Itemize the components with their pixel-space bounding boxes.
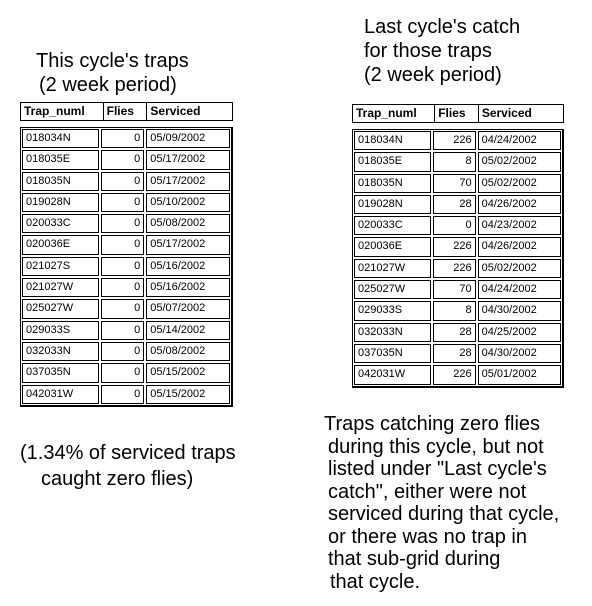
flies-cell: 0 bbox=[101, 385, 144, 404]
trap-number-cell: 019028N bbox=[354, 195, 431, 214]
flies-cell: 0 bbox=[101, 342, 144, 361]
last-cycle-table-header bbox=[352, 104, 564, 123]
serviced-date-cell: 04/23/2002 bbox=[478, 216, 561, 235]
flies-cell: 0 bbox=[101, 214, 144, 233]
this-cycle-table-body bbox=[20, 127, 233, 407]
note-line-5: serviced during that cycle, bbox=[328, 503, 560, 525]
serviced-date-cell: 04/30/2002 bbox=[478, 344, 561, 363]
table-row[interactable] bbox=[21, 234, 231, 255]
last-cycle-heading-line-1: Last cycle's catch bbox=[364, 16, 521, 38]
table-row[interactable] bbox=[21, 362, 231, 383]
column-header-trap-number[interactable]: Trap_numl bbox=[356, 106, 417, 120]
table-row[interactable] bbox=[353, 236, 562, 257]
trap-number-cell: 029033S bbox=[22, 321, 99, 340]
flies-cell: 226 bbox=[433, 259, 476, 278]
serviced-date-cell: 05/14/2002 bbox=[146, 321, 230, 340]
table-row[interactable] bbox=[353, 300, 562, 321]
note-line-2: during this cycle, but not bbox=[328, 435, 544, 458]
serviced-date-cell: 05/17/2002 bbox=[146, 235, 230, 254]
flies-cell: 0 bbox=[101, 150, 144, 169]
trap-number-cell: 020036E bbox=[22, 235, 99, 254]
table-row[interactable] bbox=[21, 256, 231, 277]
last-cycle-table bbox=[352, 104, 564, 388]
note-line-4: catch", either were not bbox=[328, 480, 527, 503]
trap-number-cell: 018035N bbox=[22, 172, 99, 191]
serviced-date-cell: 05/07/2002 bbox=[146, 299, 230, 318]
table-row[interactable] bbox=[353, 151, 562, 172]
table-row[interactable] bbox=[353, 173, 562, 194]
flies-cell: 0 bbox=[433, 216, 476, 235]
flies-cell: 0 bbox=[101, 321, 144, 340]
flies-cell: 28 bbox=[433, 195, 476, 214]
serviced-date-cell: 04/24/2002 bbox=[478, 280, 561, 299]
trap-number-cell: 018035E bbox=[22, 150, 99, 169]
column-header-serviced[interactable]: Serviced bbox=[146, 103, 232, 120]
table-row[interactable] bbox=[21, 192, 231, 213]
zero-flies-percentage-note bbox=[20, 440, 236, 492]
trap-number-cell: 020036E bbox=[354, 237, 431, 256]
missing-traps-note bbox=[324, 413, 559, 593]
table-row[interactable] bbox=[353, 215, 562, 236]
flies-cell: 8 bbox=[433, 152, 476, 171]
this-cycle-table bbox=[20, 102, 233, 407]
serviced-date-cell: 05/02/2002 bbox=[478, 152, 561, 171]
flies-cell: 226 bbox=[433, 131, 476, 150]
trap-number-cell: 019028N bbox=[22, 193, 99, 212]
serviced-date-cell: 04/24/2002 bbox=[478, 131, 561, 150]
trap-number-cell: 042031W bbox=[354, 365, 431, 384]
note-line-7: that sub-grid during bbox=[328, 548, 501, 570]
table-row[interactable] bbox=[21, 149, 231, 170]
note-line-8: that cycle. bbox=[330, 570, 421, 593]
table-row[interactable] bbox=[21, 320, 231, 341]
flies-cell: 0 bbox=[101, 193, 144, 212]
flies-cell: 0 bbox=[101, 278, 144, 297]
trap-number-cell: 037035N bbox=[354, 344, 431, 363]
table-row[interactable] bbox=[21, 128, 231, 149]
serviced-date-cell: 04/30/2002 bbox=[478, 301, 561, 320]
serviced-date-cell: 05/17/2002 bbox=[146, 172, 230, 191]
serviced-date-cell: 05/09/2002 bbox=[146, 129, 230, 148]
table-row[interactable] bbox=[353, 343, 562, 364]
this-cycle-table-header bbox=[20, 102, 233, 121]
flies-cell: 0 bbox=[101, 363, 144, 382]
serviced-date-cell: 04/26/2002 bbox=[478, 237, 561, 256]
last-cycle-table-body bbox=[352, 129, 564, 388]
serviced-date-cell: 05/01/2002 bbox=[478, 365, 561, 384]
trap-number-cell: 018034N bbox=[22, 129, 99, 148]
serviced-date-cell: 05/08/2002 bbox=[146, 214, 230, 233]
trap-number-cell: 032033N bbox=[22, 342, 99, 361]
flies-cell: 70 bbox=[433, 174, 476, 193]
trap-number-cell: 020033C bbox=[22, 214, 99, 233]
table-row[interactable] bbox=[21, 341, 231, 362]
serviced-date-cell: 05/15/2002 bbox=[146, 385, 230, 404]
flies-cell: 0 bbox=[101, 235, 144, 254]
trap-number-cell: 018034N bbox=[354, 131, 431, 150]
serviced-date-cell: 05/16/2002 bbox=[146, 257, 230, 276]
this-cycle-heading bbox=[36, 49, 189, 97]
column-header-flies[interactable]: Flies bbox=[103, 103, 147, 120]
serviced-date-cell: 05/10/2002 bbox=[146, 193, 230, 212]
flies-cell: 0 bbox=[101, 257, 144, 276]
flies-cell: 226 bbox=[433, 237, 476, 256]
note-line-3: listed under "Last cycle's bbox=[328, 458, 547, 480]
flies-cell: 0 bbox=[101, 172, 144, 191]
trap-number-cell: 018035E bbox=[354, 152, 431, 171]
flies-cell: 28 bbox=[433, 323, 476, 342]
table-row[interactable] bbox=[21, 213, 231, 234]
trap-number-cell: 037035N bbox=[22, 363, 99, 382]
table-row[interactable] bbox=[21, 277, 231, 298]
serviced-date-cell: 05/17/2002 bbox=[146, 150, 230, 169]
last-cycle-heading-line-3: (2 week period) bbox=[364, 64, 502, 86]
last-cycle-heading bbox=[364, 15, 520, 87]
this-cycle-heading-line-1: This cycle's traps bbox=[36, 50, 189, 72]
flies-cell: 70 bbox=[433, 280, 476, 299]
trap-number-cell: 032033N bbox=[354, 323, 431, 342]
serviced-date-cell: 05/02/2002 bbox=[478, 174, 561, 193]
table-row[interactable] bbox=[21, 298, 231, 319]
trap-number-cell: 025027W bbox=[22, 299, 99, 318]
table-row[interactable] bbox=[21, 384, 231, 405]
table-row[interactable] bbox=[353, 279, 562, 300]
note-line-1: Traps catching zero flies bbox=[324, 413, 541, 435]
flies-cell: 28 bbox=[433, 344, 476, 363]
column-header-flies[interactable]: Flies bbox=[434, 105, 478, 122]
flies-cell: 8 bbox=[433, 301, 476, 320]
serviced-date-cell: 04/26/2002 bbox=[478, 195, 561, 214]
table-row[interactable] bbox=[21, 171, 231, 192]
serviced-date-cell: 05/02/2002 bbox=[478, 259, 561, 278]
flies-cell: 0 bbox=[101, 129, 144, 148]
trap-number-cell: 021027S bbox=[22, 257, 99, 276]
table-row[interactable] bbox=[353, 194, 562, 215]
note-line-6: or there was no trap in bbox=[328, 525, 527, 548]
last-cycle-heading-line-2: for those traps bbox=[364, 40, 492, 62]
this-cycle-heading-line-2: (2 week period) bbox=[39, 74, 177, 96]
trap-number-cell: 029033S bbox=[354, 301, 431, 320]
table-row[interactable] bbox=[353, 130, 562, 151]
trap-number-cell: 020033C bbox=[354, 216, 431, 235]
column-header-serviced[interactable]: Serviced bbox=[478, 105, 563, 122]
note-line-2: caught zero flies) bbox=[41, 468, 194, 490]
table-row[interactable] bbox=[353, 322, 562, 343]
trap-number-cell: 025027W bbox=[354, 280, 431, 299]
trap-number-cell: 042031W bbox=[22, 385, 99, 404]
flies-cell: 226 bbox=[433, 365, 476, 384]
note-line-1: (1.34% of serviced traps bbox=[20, 442, 236, 464]
trap-number-cell: 021027W bbox=[22, 278, 99, 297]
column-header-trap-number[interactable]: Trap_numl bbox=[24, 104, 85, 118]
trap-number-cell: 018035N bbox=[354, 174, 431, 193]
serviced-date-cell: 04/25/2002 bbox=[478, 323, 561, 342]
table-row[interactable] bbox=[353, 364, 562, 385]
serviced-date-cell: 05/16/2002 bbox=[146, 278, 230, 297]
flies-cell: 0 bbox=[101, 299, 144, 318]
table-row[interactable] bbox=[353, 258, 562, 279]
trap-number-cell: 021027W bbox=[354, 259, 431, 278]
serviced-date-cell: 05/08/2002 bbox=[146, 342, 230, 361]
serviced-date-cell: 05/15/2002 bbox=[146, 363, 230, 382]
